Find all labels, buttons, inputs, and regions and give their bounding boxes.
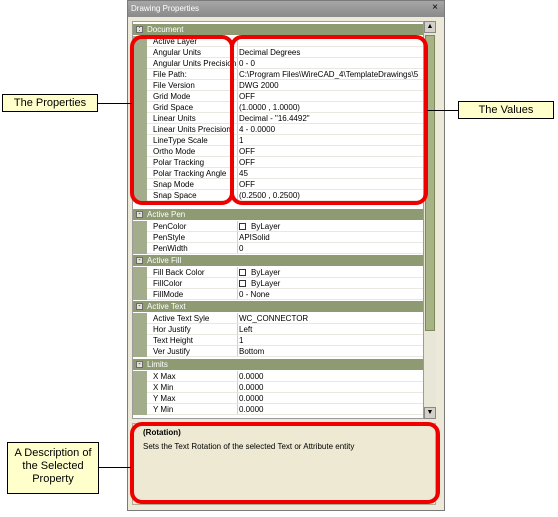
collapse-icon[interactable]: - [136,257,143,264]
property-name: Polar Tracking Angle [153,169,227,178]
property-name: Active Text Syle [153,314,210,323]
property-name: Polar Tracking [153,158,205,167]
values-leader-line [427,110,458,111]
property-value[interactable]: 45 [239,169,248,178]
scroll-up-icon[interactable]: ▲ [424,21,436,33]
property-value[interactable]: 1 [239,336,244,345]
property-name: Hor Justify [153,325,191,334]
row-gutter [133,393,147,404]
property-value[interactable]: ByLayer [251,268,281,277]
property-row[interactable] [133,221,424,232]
property-row[interactable] [133,382,424,393]
property-value[interactable]: Bottom [239,347,265,356]
row-gutter [133,346,147,357]
row-divider [147,356,424,357]
collapse-icon[interactable]: - [136,361,143,368]
collapse-icon[interactable]: - [136,303,143,310]
property-value[interactable]: ByLayer [251,222,281,231]
property-value[interactable]: 0 [239,244,244,253]
row-gutter [133,289,147,300]
property-value[interactable]: 0.0000 [239,372,264,381]
property-name: Grid Space [153,103,194,112]
collapse-icon[interactable]: - [136,211,143,218]
properties-leader-line [98,103,132,104]
property-name: X Max [153,372,176,381]
property-name: Text Height [153,336,194,345]
property-row[interactable] [133,267,424,278]
property-value[interactable]: APISolid [239,233,270,242]
property-value[interactable]: 1 [239,136,244,145]
property-name: Snap Mode [153,180,194,189]
close-icon[interactable]: × [432,2,438,13]
property-value[interactable]: 0.0000 [239,394,264,403]
property-name: Ver Justify [153,347,190,356]
property-value[interactable]: 0 - 0 [239,59,256,68]
row-gutter [133,221,147,232]
row-gutter [133,382,147,393]
property-name: PenWidth [153,244,188,253]
property-name: Snap Space [153,191,197,200]
property-value[interactable]: ByLayer [251,279,281,288]
property-value[interactable]: 0 - None [239,290,270,299]
property-name: File Path: [153,70,187,79]
property-name: Angular Units [153,48,202,57]
category-active-text[interactable] [133,301,424,312]
description-text: Sets the Text Rotation of the selected Text or Attribute entity [143,442,355,451]
property-value[interactable]: (0.2500 , 0.2500) [239,191,300,200]
property-row[interactable] [133,313,424,324]
property-name: FillMode [153,290,184,299]
description-highlight [130,422,440,504]
sort-icon[interactable]: : [136,26,143,33]
property-name: PenColor [153,222,187,231]
row-divider [147,414,424,415]
row-divider [147,299,424,300]
property-row[interactable] [133,404,424,415]
row-gutter [133,371,147,382]
row-gutter [133,267,147,278]
property-name: Linear Units Precision [153,125,231,134]
property-row[interactable] [133,243,424,254]
property-name: PenStyle [153,233,186,242]
property-name: LineType Scale [153,136,208,145]
category-label: Active Fill [147,256,182,265]
property-value[interactable]: OFF [239,180,255,189]
property-name: X Min [153,383,174,392]
color-swatch-icon [239,223,246,230]
window-title: Drawing Properties [131,4,200,13]
property-value[interactable]: OFF [239,158,255,167]
property-row[interactable] [133,278,424,289]
row-gutter [133,313,147,324]
values-highlight [230,35,428,205]
row-gutter [133,232,147,243]
property-name: Y Max [153,394,176,403]
category-label: Active Text [147,302,186,311]
property-row[interactable] [133,335,424,346]
row-gutter [133,324,147,335]
property-name: Y Min [153,405,174,414]
category-label: Document [147,25,184,34]
category-limits[interactable] [133,359,424,370]
property-row[interactable] [133,232,424,243]
property-value[interactable]: OFF [239,147,255,156]
property-name: Linear Units [153,114,196,123]
property-name: Angular Units Precision [153,59,237,68]
color-swatch-icon [239,280,246,287]
category-label: Limits [147,360,168,369]
scroll-down-icon[interactable]: ▼ [424,407,436,419]
properties-callout: The Properties [2,94,98,112]
property-value[interactable]: Left [239,325,253,334]
property-value[interactable]: 0.0000 [239,405,264,414]
property-name: Grid Mode [153,92,191,101]
property-value[interactable]: Decimal Degrees [239,48,301,57]
row-gutter [133,278,147,289]
property-value[interactable]: DWG 2000 [239,81,279,90]
property-value[interactable]: WC_CONNECTOR [239,314,309,323]
row-gutter [133,404,147,415]
property-value[interactable]: Decimal - "16.4492" [239,114,310,123]
property-row[interactable] [133,289,424,300]
property-value[interactable]: 0.0000 [239,383,264,392]
property-row[interactable] [133,346,424,357]
row-divider [147,253,424,254]
values-callout: The Values [458,101,554,119]
color-swatch-icon [239,269,246,276]
property-row[interactable] [133,324,424,335]
category-active-pen[interactable] [133,209,424,220]
description-callout: A Description of the Selected Property [7,442,99,494]
category-label: Active Pen [147,210,186,219]
description-leader-line [99,467,131,468]
properties-highlight [130,35,234,205]
property-row[interactable] [133,371,424,382]
description-title: (Rotation) [143,428,181,437]
property-value[interactable]: C:\Program Files\WireCAD_4\TemplateDrawings\5 [239,70,419,79]
category-document[interactable] [133,24,424,35]
category-active-fill[interactable] [133,255,424,266]
property-row[interactable] [133,393,424,404]
property-name: Ortho Mode [153,147,196,156]
row-gutter [133,335,147,346]
property-value[interactable]: 4 - 0.0000 [239,125,276,134]
title-bar [128,1,444,17]
property-value[interactable]: OFF [239,92,255,101]
property-name: Active Layer [153,37,198,46]
property-name: FillColor [153,279,183,288]
property-name: Fill Back Color [153,268,205,277]
property-value[interactable]: (1.0000 , 1.0000) [239,103,300,112]
property-name: File Version [153,81,195,90]
row-gutter [133,243,147,254]
